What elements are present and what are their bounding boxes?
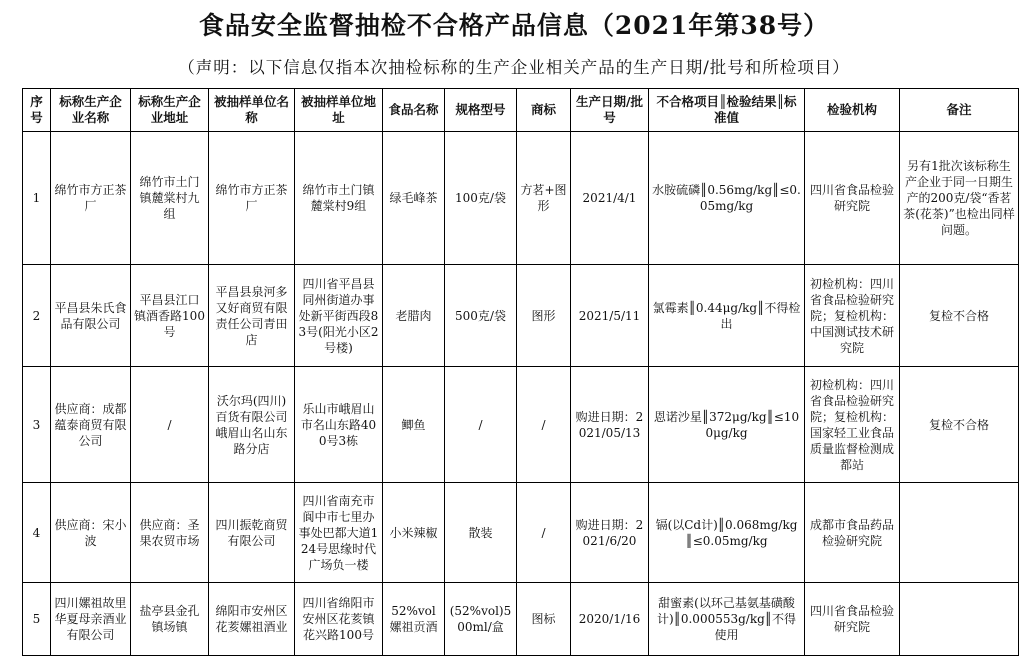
header-cell-producer-address: 标称生产企业地址 <box>131 89 209 132</box>
cell-remarks <box>900 483 1019 583</box>
header-cell-failed-item: 不合格项目║检验结果║标准值 <box>649 89 805 132</box>
cell-failed-item: 氯霉素║0.44μg/kg║不得检出 <box>649 265 805 367</box>
cell-sampled-unit-address: 四川省绵阳市安州区花荄镇花兴路100号 <box>295 583 383 656</box>
cell-inspection-agency: 初检机构：四川省食品检验研究院；复检机构：国家轻工业食品质量监督检测成都站 <box>805 367 900 483</box>
cell-production-date: 2020/1/16 <box>571 583 649 656</box>
cell-producer-name: 四川嫘祖故里华夏母亲酒业有限公司 <box>51 583 131 656</box>
cell-food-name: 老腊肉 <box>383 265 445 367</box>
cell-production-date: 2021/4/1 <box>571 132 649 265</box>
cell-sampled-unit-name: 绵阳市安州区花荄嫘祖酒业 <box>209 583 295 656</box>
table-row <box>23 483 1019 583</box>
cell-remarks: 复检不合格 <box>900 265 1019 367</box>
header-cell-inspection-agency: 检验机构 <box>805 89 900 132</box>
cell-food-name: 52%vol嫘祖贡酒 <box>383 583 445 656</box>
cell-inspection-agency: 成都市食品药品检验研究院 <box>805 483 900 583</box>
cell-failed-item: 镉(以Cd计)║0.068mg/kg║≤0.05mg/kg <box>649 483 805 583</box>
table-header-row <box>23 89 1019 132</box>
cell-trademark: 图形 <box>517 265 571 367</box>
header-cell-sampled-unit-name: 被抽样单位名称 <box>209 89 295 132</box>
cell-sampled-unit-address: 绵竹市土门镇麓棠村9组 <box>295 132 383 265</box>
header-cell-index: 序号 <box>23 89 51 132</box>
table-row <box>23 132 1019 265</box>
table-row <box>23 367 1019 483</box>
header-cell-sampled-unit-address: 被抽样单位地址 <box>295 89 383 132</box>
cell-inspection-agency: 四川省食品检验研究院 <box>805 583 900 656</box>
cell-failed-item: 水胺硫磷║0.56mg/kg║≤0.05mg/kg <box>649 132 805 265</box>
cell-index: 2 <box>23 265 51 367</box>
cell-failed-item: 甜蜜素(以环己基氨基磺酸计)║0.000553g/kg║不得使用 <box>649 583 805 656</box>
cell-failed-item: 恩诺沙星║372μg/kg║≤100μg/kg <box>649 367 805 483</box>
cell-producer-address: 供应商：圣果农贸市场 <box>131 483 209 583</box>
table-row <box>23 265 1019 367</box>
cell-inspection-agency: 初检机构：四川省食品检验研究院；复检机构：中国测试技术研究院 <box>805 265 900 367</box>
cell-sampled-unit-address: 四川省平昌县同州街道办事处新平街西段83号(阳光小区2号楼) <box>295 265 383 367</box>
cell-spec: 散装 <box>445 483 517 583</box>
results-table <box>22 88 1019 656</box>
cell-remarks: 复检不合格 <box>900 367 1019 483</box>
cell-producer-address: / <box>131 367 209 483</box>
cell-trademark: / <box>517 367 571 483</box>
cell-sampled-unit-address: 四川省南充市阆中市七里办事处巴都大道124号思缘时代广场负一楼 <box>295 483 383 583</box>
header-cell-remarks: 备注 <box>900 89 1019 132</box>
cell-sampled-unit-name: 沃尔玛(四川)百货有限公司峨眉山名山东路分店 <box>209 367 295 483</box>
header-cell-food-name: 食品名称 <box>383 89 445 132</box>
cell-remarks: 另有1批次该标称生产企业于同一日期生产的200克/袋“香茗茶(花茶)”也检出同样问题。 <box>900 132 1019 265</box>
cell-production-date: 2021/5/11 <box>571 265 649 367</box>
page-subtitle: （声明：以下信息仅指本次抽检标称的生产企业相关产品的生产日期/批号和所检项目） <box>178 58 850 77</box>
header-cell-producer-name: 标称生产企业名称 <box>51 89 131 132</box>
cell-sampled-unit-address: 乐山市峨眉山市名山东路400号3栋 <box>295 367 383 483</box>
page-title: 食品安全监督抽检不合格产品信息（2021年第38号） <box>198 11 830 40</box>
cell-index: 5 <box>23 583 51 656</box>
cell-producer-address: 平昌县江口镇酒香路100号 <box>131 265 209 367</box>
cell-spec: / <box>445 367 517 483</box>
table-row <box>23 583 1019 656</box>
cell-index: 1 <box>23 132 51 265</box>
cell-producer-name: 绵竹市方正茶厂 <box>51 132 131 265</box>
cell-producer-name: 供应商：宋小波 <box>51 483 131 583</box>
cell-food-name: 鲫鱼 <box>383 367 445 483</box>
cell-production-date: 购进日期：2021/05/13 <box>571 367 649 483</box>
cell-sampled-unit-name: 四川振乾商贸有限公司 <box>209 483 295 583</box>
cell-food-name: 小米辣椒 <box>383 483 445 583</box>
cell-index: 3 <box>23 367 51 483</box>
cell-trademark: 图标 <box>517 583 571 656</box>
cell-food-name: 绿毛峰茶 <box>383 132 445 265</box>
cell-production-date: 购进日期：2021/6/20 <box>571 483 649 583</box>
cell-inspection-agency: 四川省食品检验研究院 <box>805 132 900 265</box>
cell-sampled-unit-name: 平昌县泉河多又好商贸有限责任公司青田店 <box>209 265 295 367</box>
cell-remarks <box>900 583 1019 656</box>
cell-index: 4 <box>23 483 51 583</box>
cell-trademark: 方茗+图形 <box>517 132 571 265</box>
cell-producer-address: 盐亭县金孔镇场镇 <box>131 583 209 656</box>
header-cell-trademark: 商标 <box>517 89 571 132</box>
cell-sampled-unit-name: 绵竹市方正茶厂 <box>209 132 295 265</box>
header-cell-spec: 规格型号 <box>445 89 517 132</box>
cell-producer-name: 平昌县朱氏食品有限公司 <box>51 265 131 367</box>
cell-producer-name: 供应商：成都蕴泰商贸有限公司 <box>51 367 131 483</box>
cell-trademark: / <box>517 483 571 583</box>
cell-spec: (52%vol)500ml/盒 <box>445 583 517 656</box>
cell-spec: 500克/袋 <box>445 265 517 367</box>
cell-spec: 100克/袋 <box>445 132 517 265</box>
cell-producer-address: 绵竹市土门镇麓棠村九组 <box>131 132 209 265</box>
header-cell-production-date: 生产日期/批号 <box>571 89 649 132</box>
